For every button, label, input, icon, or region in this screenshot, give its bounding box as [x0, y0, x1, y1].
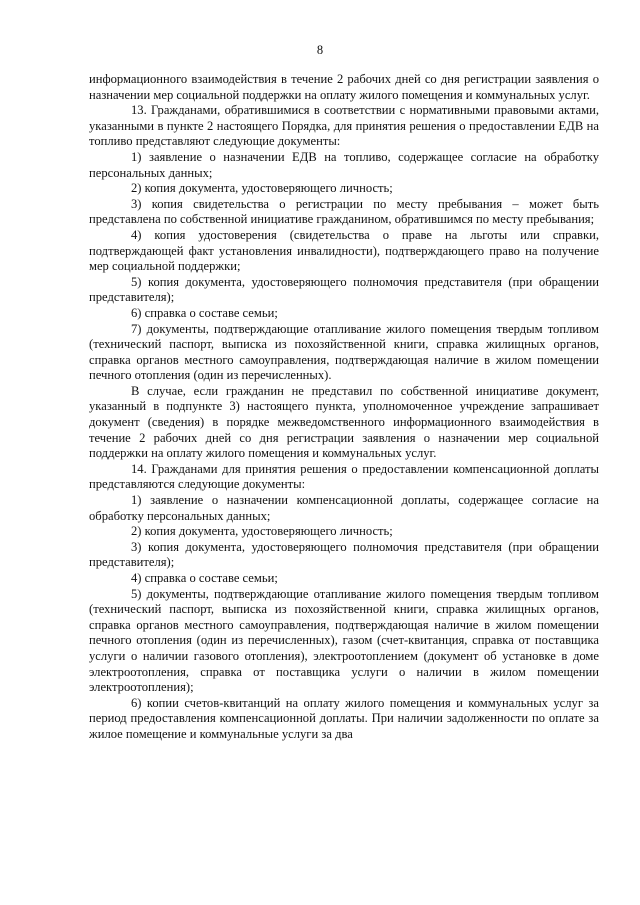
- paragraph: 4) копия удостоверения (свидетельства о праве на льготы или справки, подтверждающей факт установления инвалидности), подтверждающего право на получение мер социальной поддержки;: [89, 227, 599, 274]
- paragraph: В случае, если гражданин не представил по собственной инициативе документ, указанный в подпункте 3) настоящего пункта, уполномоченное учреждение запрашивает документ (сведения) в порядке межведомственного информационного взаимодействия в течение 2 рабочих дней со дня регистрации заявления о назначении мер социальной поддержки на оплату жилого помещения и коммунальных услуг.: [89, 383, 599, 461]
- paragraph: 2) копия документа, удостоверяющего личность;: [131, 181, 393, 196]
- paragraph: 2) копия документа, удостоверяющего личность;: [131, 524, 393, 539]
- paragraph: информационного взаимодействия в течение 2 рабочих дней со дня регистрации заявления о назначении мер социальной поддержки на оплату жилого помещения и коммунальных услуг.: [89, 72, 599, 102]
- page-number: 8: [316, 43, 324, 57]
- paragraph: 1) заявление о назначении ЕДВ на топливо, содержащее согласие на обработку персональных данных;: [89, 149, 599, 180]
- paragraph: 6) справка о составе семьи;: [131, 305, 278, 320]
- paragraph: 3) копия документа, удостоверяющего полномочия представителя (при обращении представителя);: [89, 539, 599, 570]
- paragraph: 4) справка о составе семьи;: [131, 571, 278, 585]
- paragraph: 3) копия свидетельства о регистрации по месту пребывания – может быть представлена по собственной инициативе гражданином, обратившимся по месту пребывания;: [89, 196, 599, 227]
- paragraph: 14. Гражданами для принятия решения о предоставлении компенсационной доплаты представляются следующие документы:: [89, 461, 599, 492]
- document-body: [89, 72, 599, 743]
- paragraph: 6) копии счетов-квитанций на оплату жилого помещения и коммунальных услуг за период предоставления компенсационной доплаты. При наличии задолженности по оплате за жилое помещение и коммунальные услуги за два: [89, 695, 599, 741]
- paragraph: 1) заявление о назначении компенсационной доплаты, содержащее согласие на обработку персональных данных;: [89, 493, 599, 523]
- paragraph: 7) документы, подтверждающие отапливание жилого помещения твердым топливом (технический паспорт, выписка из похозяйственной книги, справка жилищных органов, справка органов местного самоуправления, подтверждающая наличие в жилом помещении печного отопления (один из перечисленных).: [89, 321, 599, 383]
- paragraph: 5) копия документа, удостоверяющего полномочия представителя (при обращении представителя);: [89, 274, 599, 305]
- paragraph: 5) документы, подтверждающие отапливание жилого помещения твердым топливом (технический паспорт, выписка из похозяйственной книги, справка жилищных органов, справка органов местного самоуправления, подтверждающая наличие в жилом помещении печного отопления (один из перечисленных), газом (счет-квитанция, справка от поставщика услуги о наличии газового отопления), электроотоплением (документ об установке в доме электроотопления, справка от поставщика услуги о наличии в жилом помещении электроотопления);: [89, 586, 599, 695]
- paragraph: 13. Гражданами, обратившимися в соответствии с нормативными правовыми актами, указанными в пункте 2 настоящего Порядка, для принятия решения о предоставлении ЕДВ на топливо представляют следующие документы:: [89, 103, 599, 149]
